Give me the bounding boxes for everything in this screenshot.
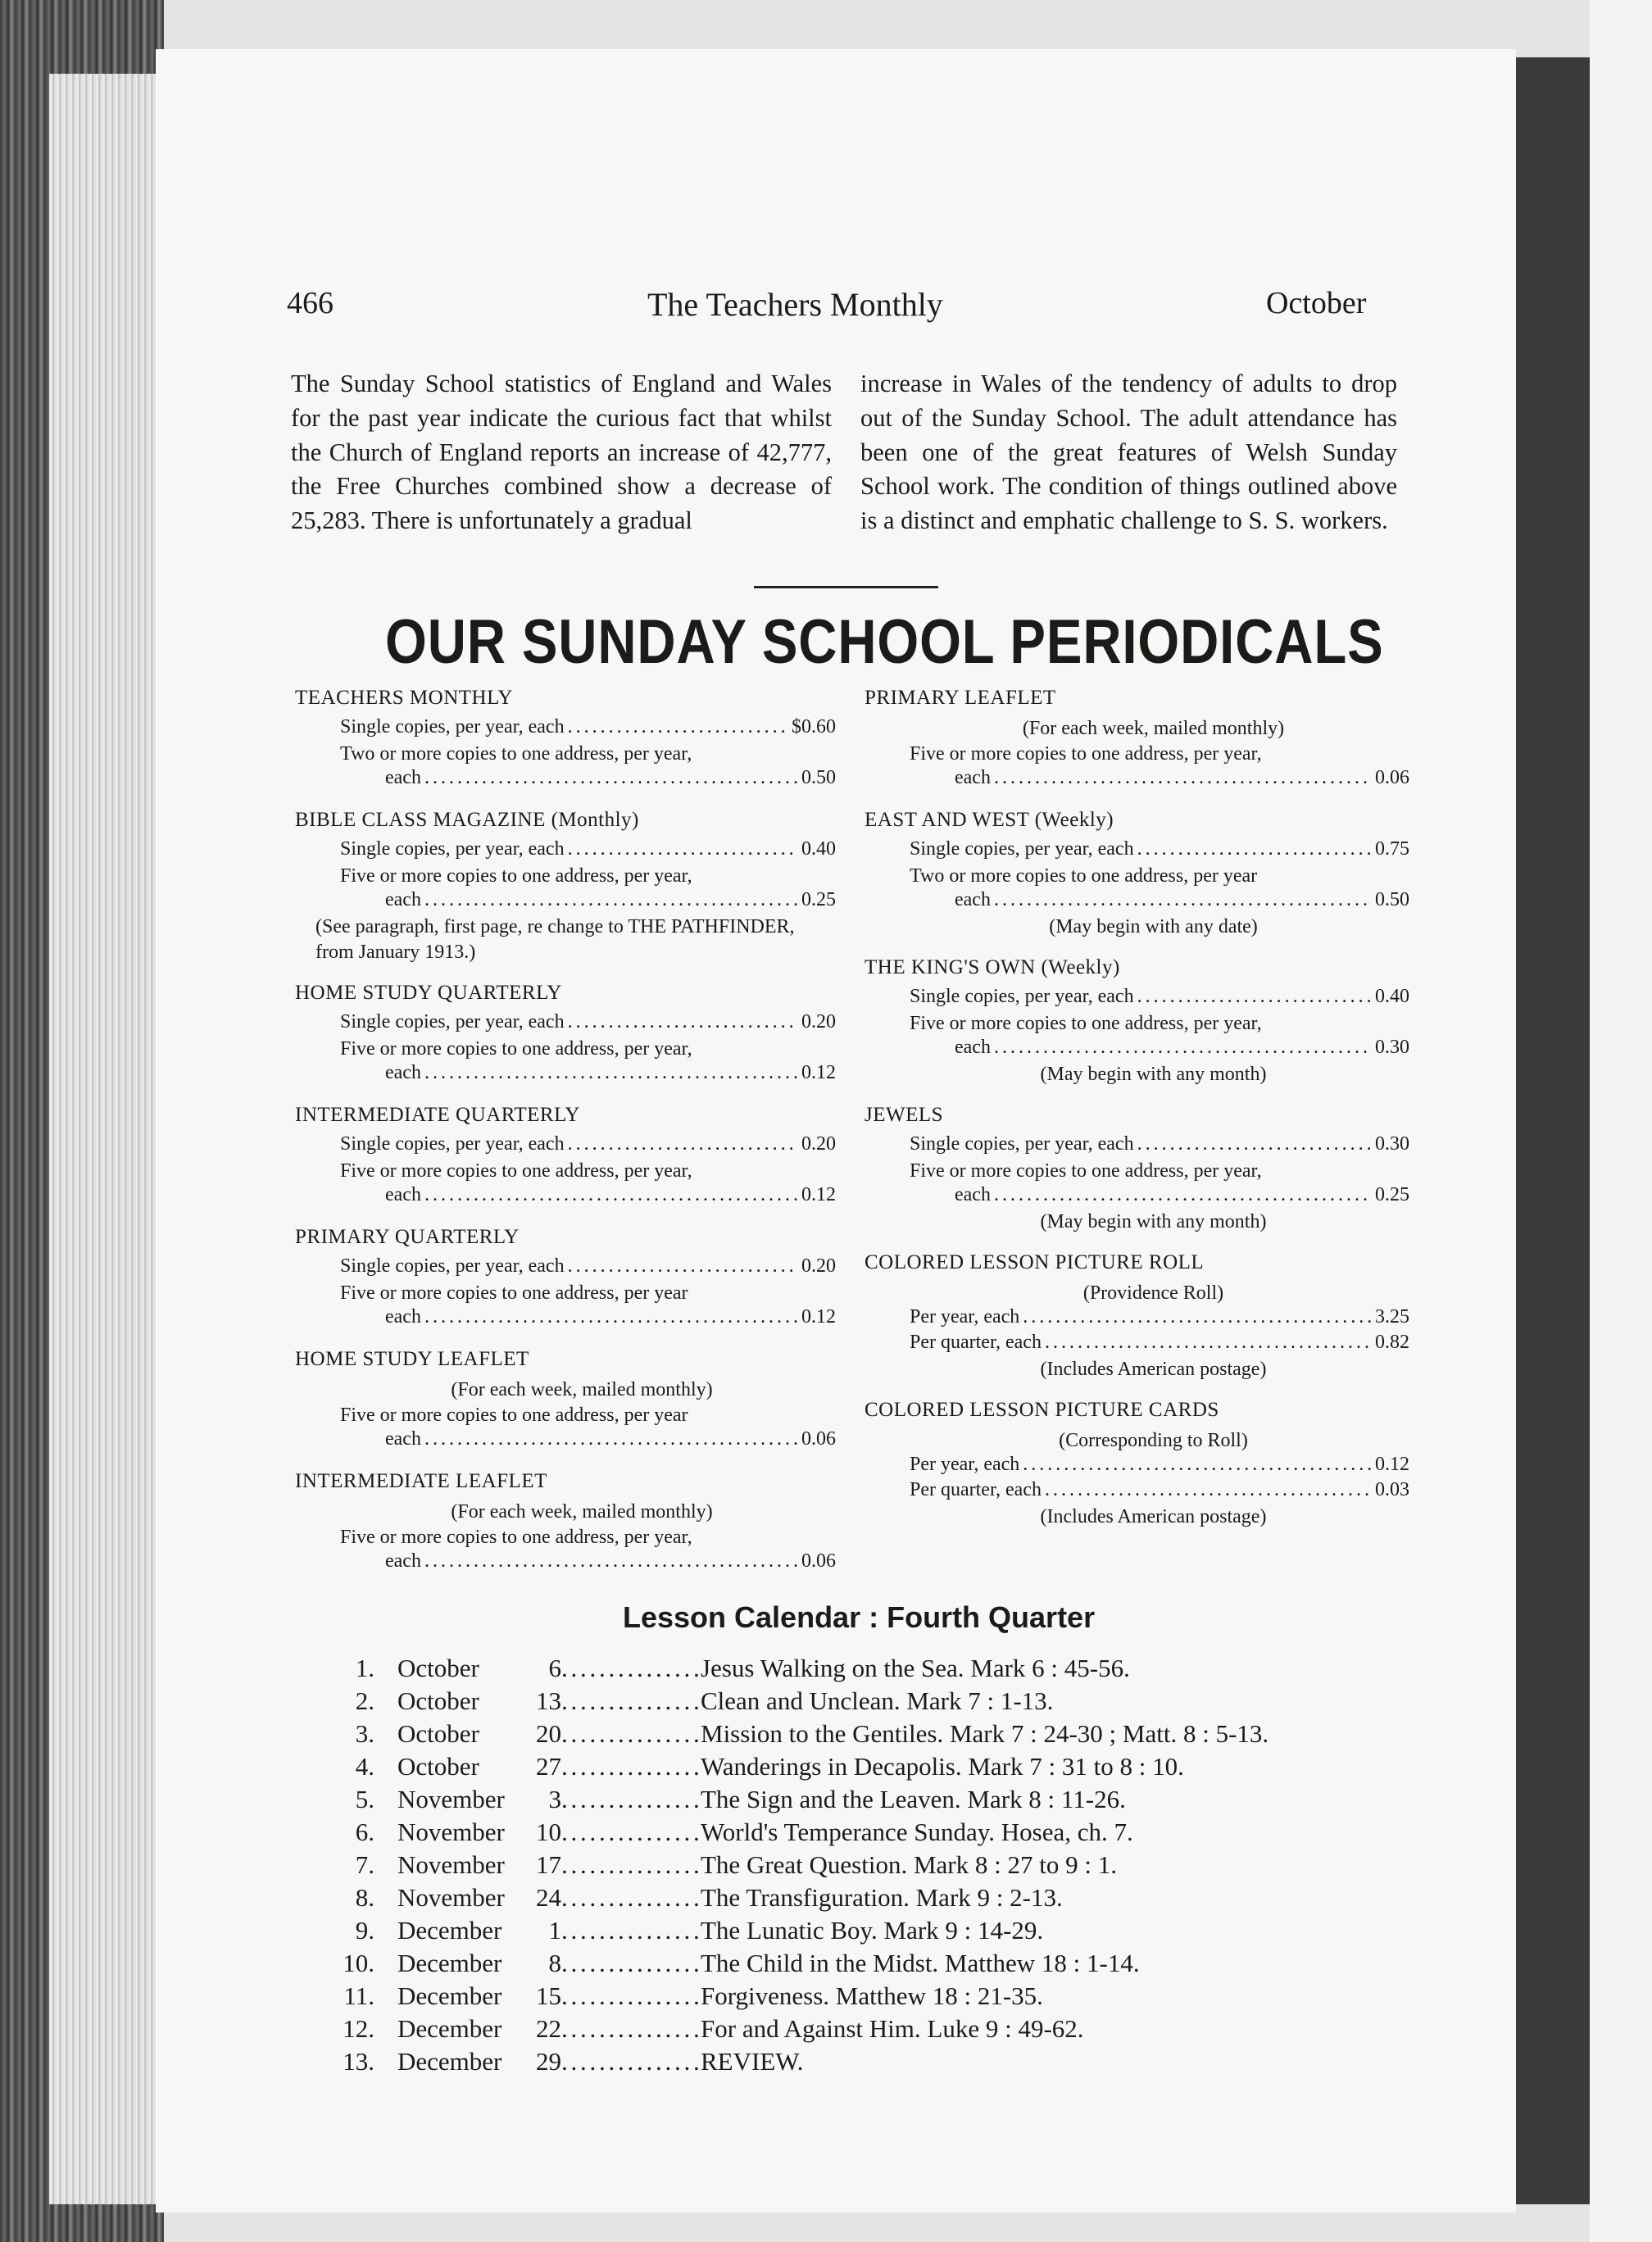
price-line-bulk-label: each: [385, 889, 421, 910]
price-line-bulk-label: Five or more copies to one address, per year: [340, 1405, 688, 1426]
calendar-row: [324, 1785, 1268, 1818]
lesson-number: 2.: [355, 1686, 374, 1715]
calendar-row: [324, 2047, 1268, 2080]
lesson-leader: [561, 2047, 701, 2076]
periodical-entry: [295, 982, 836, 1087]
price-line-bulk-label: Two or more copies to one address, per year: [910, 865, 1258, 887]
price-line-bulk: [385, 889, 836, 914]
price-line-bulk-label: each: [955, 889, 991, 910]
lesson-month: December: [397, 1981, 502, 2010]
lesson-text: Clean and Unclean. Mark 7 : 1-13.: [701, 1686, 1054, 1715]
adjacent-page: [1590, 0, 1652, 2242]
price-line-bulk: [385, 1062, 836, 1087]
lesson-text: Mission to the Gentiles. Mark 7 : 24-30 ; Matt. 8 : 5-13.: [701, 1719, 1269, 1748]
calendar-title: Lesson Calendar : Fourth Quarter: [623, 1600, 1096, 1634]
running-title: The Teachers Monthly: [647, 286, 943, 323]
price-line-bulk-label: each: [955, 1037, 991, 1058]
lesson-leader: [561, 1719, 701, 1749]
price-line-single-leader: [1137, 838, 1372, 860]
lesson-month: December: [397, 2014, 502, 2043]
divider-rule: [754, 586, 938, 588]
calendar-row: [324, 1654, 1268, 1686]
lesson-day: 24: [536, 1883, 561, 1912]
lesson-number: 5.: [355, 1785, 374, 1813]
periodical-name: INTERMEDIATE LEAFLET: [295, 1470, 547, 1492]
price-line-bulk-leader: [424, 1306, 798, 1328]
price-line-bulk-label: each: [955, 767, 991, 788]
calendar-row: [324, 1981, 1268, 2014]
periodical-note: (May begin with any month): [1040, 1211, 1267, 1232]
lesson-leader: [561, 1850, 701, 1880]
price-line-bulk-label: each: [385, 1428, 421, 1450]
price-line-bulk-price: 0.30: [1375, 1037, 1409, 1058]
lesson-day: 22: [536, 2014, 561, 2043]
price-line-single-price: 0.40: [1375, 986, 1409, 1007]
lesson-leader: [561, 1686, 701, 1716]
price-line-bulk-label: each: [955, 1184, 991, 1205]
price-line-single-leader: [568, 838, 798, 860]
periodical-name: COLORED LESSON PICTURE CARDS: [865, 1399, 1219, 1421]
periodical-note: (Includes American postage): [1040, 1359, 1267, 1380]
price-line-single-leader: [568, 716, 788, 738]
calendar-row: [324, 1949, 1268, 1981]
intro-paragraph-left: The Sunday School statistics of England and Wales for the past year indicate the curious fact that whilst the Church of England reports an increase of 42,777, the Free Churches combined show a decrease of 25,283. There is unfortunately a gradual: [291, 370, 832, 535]
periodicals-title: OUR SUNDAY SCHOOL PERIODICALS: [385, 607, 1384, 677]
calendar-row: [324, 1850, 1268, 1883]
price-line-single: [340, 716, 836, 742]
periodical-subtitle: (For each week, mailed monthly): [451, 1379, 713, 1400]
price-line-bulk-label: Per quarter, each: [910, 1479, 1042, 1500]
price-line-bulk-price: 0.12: [801, 1306, 836, 1328]
price-line-bulk-label: Five or more copies to one address, per year,: [340, 865, 692, 887]
lesson-day: 17: [536, 1850, 561, 1879]
lesson-month: October: [397, 1654, 479, 1682]
periodical-subtitle: (For each week, mailed monthly): [1022, 718, 1285, 739]
periodical-name: THE KING'S OWN (Weekly): [865, 956, 1120, 978]
periodical-entry: [295, 1104, 836, 1210]
periodical-name: BIBLE CLASS MAGAZINE (Monthly): [295, 809, 639, 831]
price-line-single: [910, 1454, 1409, 1479]
price-line-bulk-leader: [1045, 1332, 1372, 1354]
lesson-number: 4.: [355, 1752, 374, 1781]
price-line-bulk: [385, 1306, 836, 1332]
price-line-single-label: Single copies, per year, each: [340, 1255, 565, 1277]
periodical-entry: [865, 1251, 1409, 1382]
lesson-number: 13.: [343, 2047, 374, 2076]
price-line-single: [340, 1255, 836, 1281]
price-line-bulk-label: each: [385, 1184, 421, 1205]
price-line-single-price: 0.30: [1375, 1133, 1409, 1155]
price-line-single-label: Single copies, per year, each: [340, 1133, 565, 1155]
price-line-single-label: Single copies, per year, each: [910, 1133, 1134, 1155]
price-line-single-label: Single copies, per year, each: [340, 716, 565, 738]
lesson-number: 9.: [355, 1916, 374, 1945]
price-line-bulk-price: 0.25: [1375, 1184, 1409, 1205]
price-line-bulk: [385, 767, 836, 792]
price-line-bulk-price: 0.50: [1375, 889, 1409, 910]
periodical-subtitle: (Providence Roll): [1082, 1282, 1224, 1304]
price-line-bulk-leader: [994, 1184, 1372, 1206]
periodicals-left-column: [295, 687, 836, 1592]
price-line-single: [910, 838, 1409, 864]
periodical-entry: [295, 1226, 836, 1332]
periodical-name: JEWELS: [865, 1104, 944, 1126]
calendar-row: [324, 2014, 1268, 2047]
periodical-entry: [865, 687, 1409, 792]
periodical-note: (May begin with any month): [1040, 1064, 1267, 1085]
lesson-number: 6.: [355, 1818, 374, 1846]
price-line-single-price: 0.20: [801, 1255, 836, 1277]
intro-paragraph-right: increase in Wales of the tendency of adults to drop out of the Sunday School. The adult attendance has been one of the great features of Welsh Sunday School work. The condition of things outlined above is a distinct and emphatic challenge to S. S. workers.: [860, 370, 1397, 535]
price-line-single-leader: [568, 1255, 798, 1278]
price-line-bulk-label: Two or more copies to one address, per year,: [340, 743, 692, 765]
price-line-bulk-label: Five or more copies to one address, per year,: [910, 1160, 1262, 1182]
lesson-month: November: [397, 1785, 505, 1813]
page-stack: [49, 74, 164, 2204]
price-line-bulk-price: 0.82: [1375, 1332, 1409, 1353]
lesson-leader: [561, 1883, 701, 1913]
lesson-month: November: [397, 1883, 505, 1912]
price-line-bulk-label: each: [385, 767, 421, 788]
price-line-bulk-leader: [424, 1184, 798, 1206]
price-line-bulk: [955, 767, 1409, 792]
price-line-single-price: 0.20: [801, 1133, 836, 1155]
price-line-single-label: Single copies, per year, each: [340, 1011, 565, 1032]
price-line-bulk-label: Five or more copies to one address, per year,: [340, 1038, 692, 1060]
price-line-bulk-price: 0.06: [801, 1550, 836, 1572]
periodical-entry: [865, 1104, 1409, 1235]
price-line-single-price: $0.60: [792, 716, 836, 738]
lesson-number: 3.: [355, 1719, 374, 1748]
price-line-bulk-label: Five or more copies to one address, per year,: [340, 1527, 692, 1548]
price-line-single-leader: [568, 1011, 798, 1033]
lesson-day: 3: [548, 1785, 561, 1813]
lesson-leader: [561, 1981, 701, 2011]
price-line-bulk: [910, 1332, 1409, 1357]
price-line-bulk-leader: [1045, 1479, 1372, 1501]
periodical-note: (Includes American postage): [1040, 1506, 1267, 1527]
periodical-entry: [295, 1348, 836, 1454]
lesson-text: The Transfiguration. Mark 9 : 2-13.: [701, 1883, 1063, 1912]
price-line-single-leader: [1023, 1454, 1372, 1476]
price-line-bulk-label: each: [385, 1062, 421, 1083]
price-line-bulk-label: each: [385, 1306, 421, 1328]
periodical-entry: [865, 809, 1409, 940]
lesson-leader: [561, 1785, 701, 1814]
price-line-bulk: [385, 1550, 836, 1576]
lesson-text: For and Against Him. Luke 9 : 49-62.: [701, 2014, 1084, 2043]
price-line-bulk-price: 0.06: [1375, 767, 1409, 788]
lesson-day: 15: [536, 1981, 561, 2010]
periodicals-right-column: [865, 687, 1409, 1546]
lesson-text: Forgiveness. Matthew 18 : 21-35.: [701, 1981, 1043, 2010]
price-line-bulk-price: 0.12: [801, 1062, 836, 1083]
lesson-month: November: [397, 1818, 505, 1846]
calendar-row: [324, 1883, 1268, 1916]
calendar-row: [324, 1686, 1268, 1719]
periodical-subtitle: (Corresponding to Roll): [1059, 1430, 1248, 1451]
lesson-day: 20: [536, 1719, 561, 1748]
periodical-name: PRIMARY QUARTERLY: [295, 1226, 520, 1248]
price-line-bulk-label: each: [385, 1550, 421, 1572]
calendar-row: [324, 1719, 1268, 1752]
price-line-bulk-leader: [424, 767, 798, 789]
price-line-single-leader: [1137, 1133, 1372, 1155]
lesson-leader: [561, 2014, 701, 2044]
periodical-entry: [865, 956, 1409, 1087]
price-line-bulk-label: Five or more copies to one address, per year,: [910, 1013, 1262, 1034]
price-line-single: [340, 1011, 836, 1037]
periodical-name: HOME STUDY LEAFLET: [295, 1348, 529, 1370]
price-line-bulk: [385, 1184, 836, 1210]
price-line-bulk-price: 0.12: [801, 1184, 836, 1205]
price-line-single-price: 0.40: [801, 838, 836, 860]
lesson-leader: [561, 1949, 701, 1978]
lesson-day: 27: [536, 1752, 561, 1781]
price-line-single-leader: [1023, 1306, 1372, 1328]
price-line-bulk-label: Five or more copies to one address, per year,: [910, 743, 1262, 765]
price-line-single: [910, 1306, 1409, 1332]
lesson-number: 12.: [343, 2014, 374, 2043]
price-line-single: [340, 1133, 836, 1159]
lesson-leader: [561, 1916, 701, 1945]
periodical-name: HOME STUDY QUARTERLY: [295, 982, 562, 1004]
periodical-name: PRIMARY LEAFLET: [865, 687, 1056, 709]
price-line-bulk: [955, 1037, 1409, 1062]
price-line-bulk: [910, 1479, 1409, 1504]
lesson-text: Jesus Walking on the Sea. Mark 6 : 45-56.: [701, 1654, 1130, 1682]
lesson-leader: [561, 1818, 701, 1847]
periodical-name: COLORED LESSON PICTURE ROLL: [865, 1251, 1205, 1273]
lesson-number: 11.: [343, 1981, 374, 2010]
periodical-name: INTERMEDIATE QUARTERLY: [295, 1104, 580, 1126]
price-line-bulk-price: 0.25: [801, 889, 836, 910]
lesson-month: December: [397, 2047, 502, 2076]
periodical-entry: [295, 809, 836, 965]
lesson-number: 8.: [355, 1883, 374, 1912]
lesson-day: 29: [536, 2047, 561, 2076]
lesson-leader: [561, 1752, 701, 1781]
price-line-bulk-leader: [424, 1062, 798, 1084]
lesson-day: 10: [536, 1818, 561, 1846]
price-line-bulk-label: Per quarter, each: [910, 1332, 1042, 1353]
periodical-name: EAST AND WEST (Weekly): [865, 809, 1114, 831]
price-line-bulk: [385, 1428, 836, 1454]
lesson-month: October: [397, 1752, 479, 1781]
price-line-single-leader: [568, 1133, 798, 1155]
lesson-month: December: [397, 1916, 502, 1945]
price-line-single-label: Single copies, per year, each: [340, 838, 565, 860]
lesson-calendar: [324, 1654, 1268, 2080]
lesson-text: The Great Question. Mark 8 : 27 to 9 : 1.: [701, 1850, 1117, 1879]
lesson-month: October: [397, 1719, 479, 1748]
price-line-single-price: 3.25: [1375, 1306, 1409, 1328]
book-edge-right: [1516, 57, 1590, 2204]
price-line-bulk-price: 0.03: [1375, 1479, 1409, 1500]
lesson-month: November: [397, 1850, 505, 1879]
price-line-single-price: 0.75: [1375, 838, 1409, 860]
price-line-single-label: Per year, each: [910, 1306, 1020, 1328]
periodical-name: TEACHERS MONTHLY: [295, 687, 513, 709]
price-line-bulk-price: 0.50: [801, 767, 836, 788]
running-month: October: [1266, 286, 1367, 320]
lesson-number: 10.: [343, 1949, 374, 1977]
price-line-bulk-leader: [994, 889, 1372, 911]
periodical-entry: [295, 687, 836, 792]
price-line-single: [340, 838, 836, 864]
periodical-subtitle: (For each week, mailed monthly): [451, 1501, 713, 1523]
lesson-number: 7.: [355, 1850, 374, 1879]
price-line-bulk-label: Five or more copies to one address, per year,: [340, 1160, 692, 1182]
lesson-text: The Child in the Midst. Matthew 18 : 1-14.: [701, 1949, 1140, 1977]
lesson-day: 8: [548, 1949, 561, 1977]
price-line-single-label: Single copies, per year, each: [910, 838, 1134, 860]
calendar-row: [324, 1818, 1268, 1850]
price-line-bulk-price: 0.06: [801, 1428, 836, 1450]
price-line-bulk-leader: [424, 1428, 798, 1450]
lesson-number: 1.: [355, 1654, 374, 1682]
price-line-bulk: [955, 1184, 1409, 1210]
price-line-single-leader: [1137, 986, 1372, 1008]
price-line-bulk-leader: [994, 1037, 1372, 1059]
lesson-text: REVIEW.: [701, 2047, 804, 2076]
calendar-row: [324, 1752, 1268, 1785]
price-line-bulk-label: Five or more copies to one address, per year: [340, 1282, 688, 1304]
price-line-single: [910, 986, 1409, 1011]
lesson-leader: [561, 1654, 701, 1683]
calendar-row: [324, 1916, 1268, 1949]
price-line-single-price: 0.12: [1375, 1454, 1409, 1475]
lesson-month: December: [397, 1949, 502, 1977]
lesson-month: October: [397, 1686, 479, 1715]
lesson-day: 13: [536, 1686, 561, 1715]
price-line-bulk-leader: [994, 767, 1372, 789]
lesson-text: Wanderings in Decapolis. Mark 7 : 31 to 8 : 10.: [701, 1752, 1184, 1781]
price-line-single-price: 0.20: [801, 1011, 836, 1032]
price-line-single: [910, 1133, 1409, 1159]
lesson-text: The Lunatic Boy. Mark 9 : 14-29.: [701, 1916, 1044, 1945]
periodical-note: (See paragraph, first page, re change to THE PATHFINDER, from January 1913.): [315, 916, 795, 963]
price-line-bulk-leader: [424, 889, 798, 911]
price-line-bulk: [955, 889, 1409, 914]
periodical-note: (May begin with any date): [1049, 916, 1258, 937]
lesson-text: World's Temperance Sunday. Hosea, ch. 7.: [701, 1818, 1133, 1846]
price-line-bulk-leader: [424, 1550, 798, 1573]
lesson-day: 1: [548, 1916, 561, 1945]
page-number: 466: [287, 286, 334, 320]
price-line-single-label: Single copies, per year, each: [910, 986, 1134, 1007]
periodical-entry: [295, 1470, 836, 1576]
lesson-day: 6: [548, 1654, 561, 1682]
price-line-single-label: Per year, each: [910, 1454, 1020, 1475]
periodical-entry: [865, 1399, 1409, 1530]
lesson-text: The Sign and the Leaven. Mark 8 : 11-26.: [701, 1785, 1126, 1813]
